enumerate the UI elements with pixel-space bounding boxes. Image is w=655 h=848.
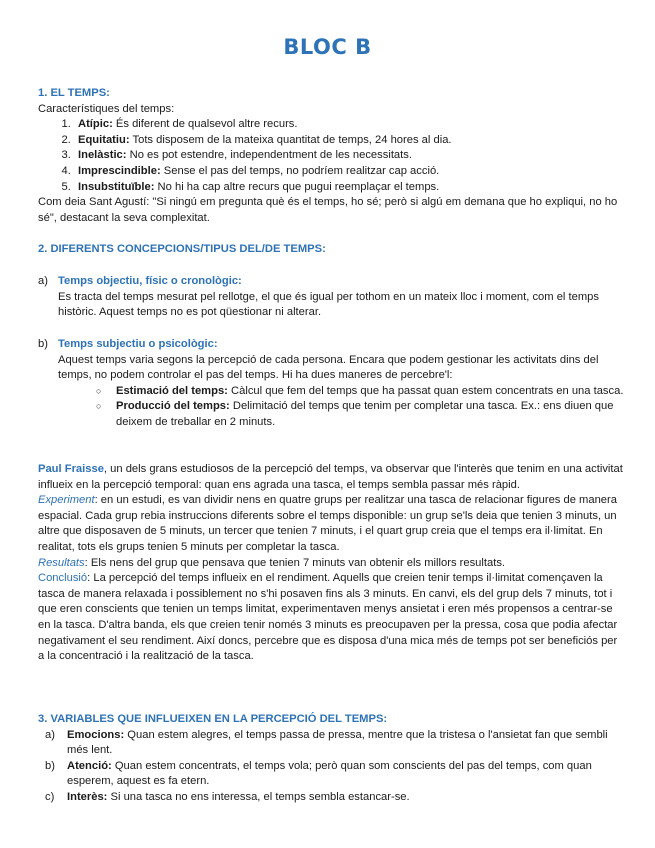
item-term: Inelàstic: <box>78 149 127 162</box>
subsection-marker: b) <box>38 338 48 350</box>
item-text: No hi ha cap altre recurs que pugui reemplaçar el temps. <box>154 180 440 193</box>
item-text: És diferent de qualsevol altre recurs. <box>112 118 298 131</box>
subsection-text: Aquest temps varia segons la percepció de cada persona. Encara que podem gestionar les activitats dins del temps, no podem controlar el pas del temps. Hi ha dues maneres de percebre'l: <box>58 353 599 382</box>
list-item <box>74 164 625 180</box>
circle-bullet-icon: ○ <box>96 385 102 396</box>
item-text: No es pot estendre, independentment de les necessitats. <box>126 149 412 162</box>
page-title: BLOC B <box>283 35 372 59</box>
subsection-title: b) Temps subjectiu o psicològic: <box>38 337 625 353</box>
section-heading: 3. VARIABLES QUE INFLUEIXEN EN LA PERCEPCIÓ DEL TEMPS: <box>38 713 388 725</box>
section-intro: Característiques del temps: <box>38 102 175 115</box>
conclusion-paragraph: Conclusió: La percepció del temps influeix en el rendiment. Aquells que creien tenir temps il·limitat començaven la tasca de manera relaxada i possiblement no s'hi posaven fins als 3 minuts. En canvi, els del grup dels 7 minuts, tot i que eren conscients que tenien un temps limitat, experimentaven menys ansietat i eren més propensos a centrar-se en la tasca. D'altra banda, els que creien tenir només 3 minuts es preocupaven per la pressa, cosa que podia afectar negativament el seu rendiment. Així doncs, percebre que es disposa d'una mica més de temps pot ser beneficiós per a la concentració i la realització de la tasca. <box>38 572 618 663</box>
results-label: Resultats <box>38 556 85 569</box>
item-term: Equitatiu: <box>78 133 130 146</box>
section-el-temps <box>38 86 625 226</box>
subsection-marker: a) <box>38 275 48 287</box>
list-item: ○ Estimació del temps: Càlcul que fem del temps que ha passat quan estem concentrats en una tasca. <box>116 384 625 400</box>
augustine-quote: Com deia Sant Agustí: "Si ningú em pregunta què és el temps, ho sé; però si algú em demana que ho expliqui, no ho sé", destacant la seva complexitat. <box>38 196 618 224</box>
list-item: c) Interès: Si una tasca no ens interessa, el temps sembla estancar-se. <box>45 790 410 803</box>
conclusion-label: Conclusió <box>38 572 88 585</box>
characteristics-list <box>38 117 625 195</box>
subjective-time-block <box>38 337 625 431</box>
list-item <box>74 180 625 196</box>
item-text: Tots disposem de la mateixa quantitat de temps, 24 hores al dia. <box>129 133 452 146</box>
subsection-title: a) Temps objectiu, físic o cronològic: <box>38 274 625 290</box>
list-item <box>74 133 625 149</box>
item-term: Atípic: <box>78 118 113 131</box>
perception-list <box>38 384 625 431</box>
circle-bullet-icon: ○ <box>96 401 102 412</box>
objective-time-block <box>38 274 625 321</box>
list-item: b) Atenció: Quan estem concentrats, el temps vola; però quan som conscients del pas del temps, com quan esperem, aquest es fa etern. <box>45 759 592 788</box>
section-variables <box>38 712 625 806</box>
item-term: Insubstituïble: <box>78 180 155 193</box>
list-item <box>74 117 625 133</box>
section-heading: 2. DIFERENTS CONCEPCIONS/TIPUS DEL/DE TEMPS: <box>38 243 326 255</box>
item-term: Imprescindible: <box>78 164 161 177</box>
list-item <box>74 148 625 164</box>
fraisse-block <box>38 462 625 665</box>
subsection-text: Es tracta del temps mesurat pel rellotge, el que és igual per tothom en un mateix lloc i moment, com el temps històric. Aquest temps no es pot qüestionar ni alterar. <box>58 290 599 319</box>
list-item: a) Emocions: Quan estem alegres, el temps passa de pressa, mentre que la tristesa o l'ansietat fan que sembli més lent. <box>45 728 608 757</box>
section-heading: 1. EL TEMPS: <box>38 87 110 99</box>
section-concepcions <box>38 242 625 258</box>
item-text: Sense el pas del temps, no podríem realitzar cap acció. <box>160 164 440 177</box>
results-paragraph: Resultats: Els nens del grup que pensava que tenien 7 minuts van obtenir els millors resultats. <box>38 556 506 569</box>
list-item: ○ Producció del temps: Delimitació del temps que tenim per completar una tasca. Ex.: ens diuen que deixem de treballar en 2 minuts. <box>96 400 614 428</box>
fraisse-paragraph: Paul Fraisse, un dels grans estudiosos de la percepció del temps, va observar que l'interès que tenim en una activitat influeix en la percepció temporal: quan ens agrada una tasca, el temps sembla passar més ràpid. <box>38 463 623 491</box>
experiment-paragraph: Experiment: en un estudi, es van dividir nens en quatre grups per realitzar una tasca de relacionar figures de manera espacial. Cada grup rebia instruccions diferents sobre el temps disponible: un grup se'ls deia que tenien 3 minuts, un altre que disposaven de 5 minuts, un tercer que tenien 7 minuts, i el quart grup creia que el temps era il·limitat. En realitat, tots els grups tenien 5 minuts per completar la tasca. <box>38 494 617 553</box>
experiment-label: Experiment <box>38 494 95 507</box>
author-name: Paul Fraisse <box>38 463 104 475</box>
